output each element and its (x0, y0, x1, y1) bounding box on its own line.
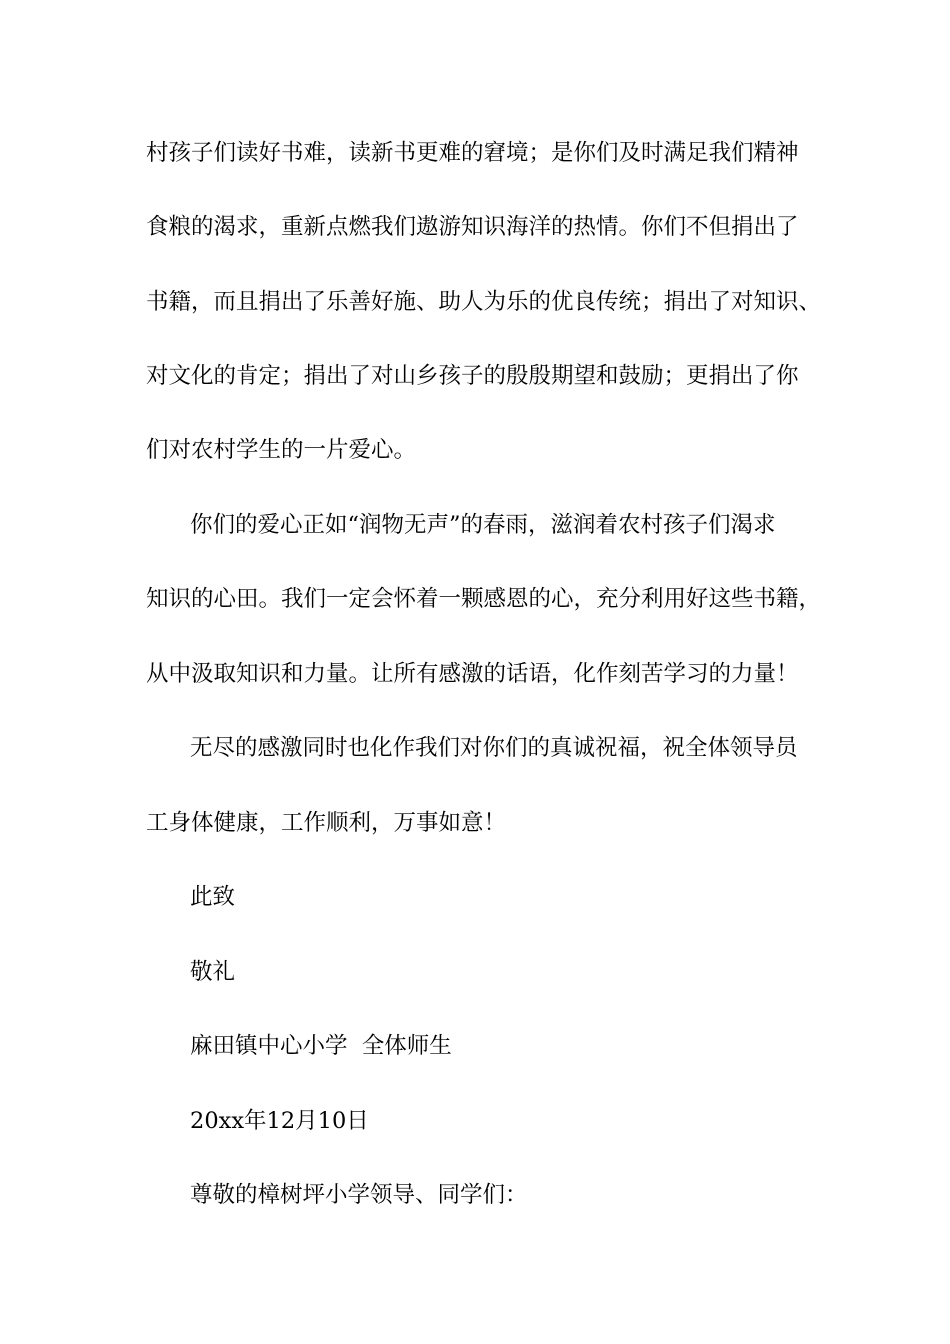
closing-text: 此致 (190, 884, 236, 910)
paragraph-1-line-5: 们对农村学生的一片爱心。 (146, 437, 417, 463)
paragraph-3-line-2: 工身体健康，工作顺利，万事如意！ (146, 810, 507, 836)
paragraph-1-line-4: 对文化的肯定；捐出了对山乡孩子的殷殷期望和鼓励；更捐出了你 (146, 363, 799, 389)
date-text: 20xx年12月10日 (190, 1108, 369, 1134)
salute-text: 敬礼 (190, 959, 236, 985)
next-letter-greeting: 尊敬的樟树坪小学领导、同学们： (190, 1182, 528, 1208)
paragraph-3-line-1: 无尽的感激同时也化作我们对你们的真诚祝福，祝全体领导员 (190, 735, 798, 761)
paragraph-1-line-3: 书籍，而且捐出了乐善好施、助人为乐的优良传统；捐出了对知识、 (146, 289, 822, 315)
paragraph-2-line-1: 你们的爱心正如“润物无声”的春雨，滋润着农村孩子们渴求 (190, 512, 776, 538)
paragraph-2-line-2: 知识的心田。我们一定会怀着一颗感恩的心，充分利用好这些书籍， (146, 586, 822, 612)
paragraph-1-line-2: 食粮的渴求，重新点燃我们遨游知识海洋的热情。你们不但捐出了 (146, 214, 799, 240)
paragraph-2-line-3: 从中汲取知识和力量。让所有感激的话语，化作刻苦学习的力量！ (146, 661, 799, 687)
paragraph-1-line-1: 村孩子们读好书难，读新书更难的窘境；是你们及时满足我们精神 (146, 140, 799, 166)
signature-text: 麻田镇中心小学 全体师生 (190, 1033, 452, 1059)
